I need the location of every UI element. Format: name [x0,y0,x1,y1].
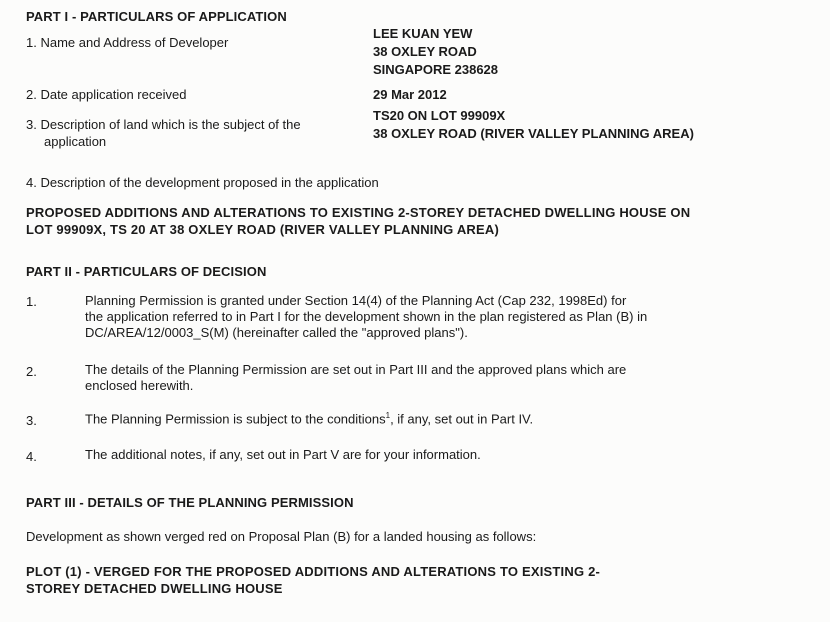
decision3-number: 3. [26,413,37,428]
decision1-line3: DC/AREA/12/0003_S(M) (hereinafter called the "approved plans"). [85,325,468,340]
item4-label: 4. Description of the development proposed in the application [26,175,379,190]
part3-heading: PART III - DETAILS OF THE PLANNING PERMISSION [26,495,354,510]
application-date: 29 Mar 2012 [373,87,447,102]
item3-label: 3. Description of land which is the subject of the [26,117,301,132]
decision3-text-before: The Planning Permission is subject to the conditions [85,411,386,427]
decision2-line2: enclosed herewith. [85,378,194,393]
proposal-line2: LOT 99909X, TS 20 AT 38 OXLEY ROAD (RIVER VALLEY PLANNING AREA) [26,222,499,237]
part2-heading: PART II - PARTICULARS OF DECISION [26,264,267,279]
proposal-line1: PROPOSED ADDITIONS AND ALTERATIONS TO EXISTING 2-STOREY DETACHED DWELLING HOUSE ON [26,205,691,220]
item1-label: 1. Name and Address of Developer [26,35,229,50]
decision3-text [85,411,533,426]
plot-line2: STOREY DETACHED DWELLING HOUSE [26,581,283,596]
decision3-text-after: , if any, set out in Part IV. [390,411,534,427]
decision2-number: 2. [26,364,37,379]
part3-intro: Development as shown verged red on Proposal Plan (B) for a landed housing as follows: [26,529,537,544]
item3-label-cont: application [44,134,107,149]
decision4-line1: The additional notes, if any, set out in Part V are for your information. [85,447,481,462]
plot-line1: PLOT (1) - VERGED FOR THE PROPOSED ADDITIONS AND ALTERATIONS TO EXISTING 2- [26,564,601,579]
decision2-line1: The details of the Planning Permission are set out in Part III and the approved plans which are [85,362,627,377]
land-address: 38 OXLEY ROAD (RIVER VALLEY PLANNING AREA) [373,126,694,141]
footnote-marker: 1 [385,411,391,420]
decision1-line2: the application referred to in Part I for the development shown in the plan registered as Plan (B) in [85,309,648,324]
item2-label: 2. Date application received [26,87,187,102]
decision1-number: 1. [26,294,37,309]
developer-name: LEE KUAN YEW [373,26,473,41]
decision4-number: 4. [26,449,37,464]
developer-address-line1: 38 OXLEY ROAD [373,44,477,59]
land-lot: TS20 ON LOT 99909X [373,108,506,123]
decision1-line1: Planning Permission is granted under Section 14(4) of the Planning Act (Cap 232, 1998Ed) for [85,293,627,308]
developer-address-line2: SINGAPORE 238628 [373,62,499,77]
part1-heading: PART I - PARTICULARS OF APPLICATION [26,9,287,24]
